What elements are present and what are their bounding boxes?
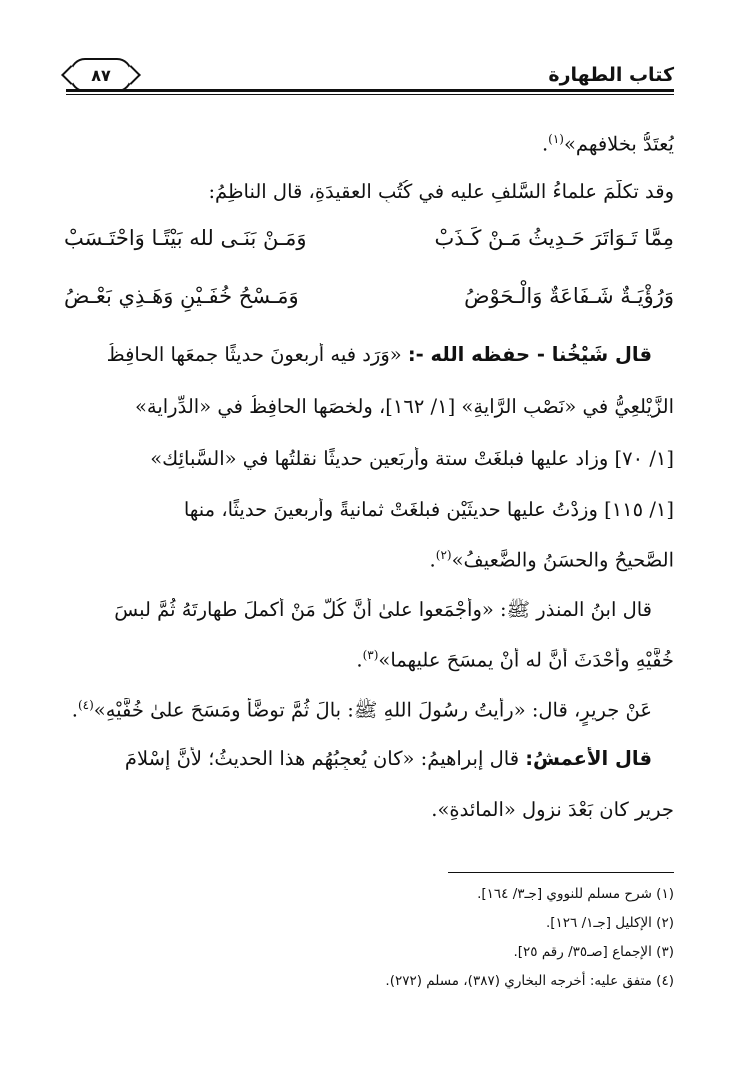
page-header: [66, 58, 674, 94]
verse-2-left-hemistich: وَمَـسْحُ خُفَـيْنِ وَهَـذِي بَعْـضُ: [64, 284, 299, 308]
verse-2-right-hemistich: وَرُؤْيَـةٌ شَـفَاعَةٌ وَالْـحَوْضُ: [464, 284, 674, 308]
para1-line-5-text: الصَّحيحُ والحسَنُ والضَّعيفُ»: [451, 548, 674, 572]
footnote-ref-1: (١): [548, 132, 564, 146]
para3-text: عَنْ جريرٍ، قال: «رأيتُ رسُولَ اللهِ ﷺ: بالَ ثُمَّ توضَّأ ومَسَحَ علىٰ خُفَّيْهِ»: [93, 698, 652, 722]
para3-line-1: عَنْ جريرٍ، قال: «رأيتُ رسُولَ اللهِ ﷺ: بالَ ثُمَّ توضَّأ ومَسَحَ علىٰ خُفَّيْهِ»$^{(٤)}$.: [71, 698, 652, 722]
para1-label: قال شَيْخُنا - حفظه الله -:: [407, 343, 652, 366]
para2-line-2-text: خُفَّيْهِ وأَحْدَثَ أنَّ له أنْ يمسَحَ عليهما»: [378, 648, 674, 672]
book-title: كتاب الطهارة: [548, 64, 674, 86]
para1-line-2: الزَّيْلعِيُّ في «نَصْبِ الرَّايةِ» [١/ ١٦٢]، ولخصَها الحافِظُ في «الدِّراية»: [134, 395, 674, 418]
para4-line-1-text: قال إبراهيمُ: «كان يُعجِبُهُم هذا الحديثُ؛ لأَنَّ إسْلامَ: [124, 747, 520, 770]
para4-line-2: جريرٍ كان بَعْدَ نزولِ «المائدةِ».: [431, 798, 674, 821]
footnote-3: (٣) الإجماع [صـ٣٥/ رقم ٢٥].: [513, 944, 674, 960]
para4-label: قال الأعمشُ:: [525, 747, 652, 770]
poem-verse-1: [64, 226, 674, 266]
poem-verse-2: [64, 284, 674, 324]
header-rule-thin: [66, 94, 674, 95]
footnote-1: (١) شرح مسلم للنووي [جـ٣/ ١٦٤].: [477, 886, 674, 902]
para4-line-1: [64, 747, 674, 770]
footnote-ref-4: (٤): [77, 698, 94, 712]
para2-line-1: قال ابنُ المنذر ﷺ: «وأجْمَعوا علىٰ أنَّ كُلَّ مَنْ أكملَ طهارتَهُ ثُمَّ لبسَ: [114, 598, 652, 621]
footnote-2: (٢) الإكليل [جـ١/ ١٢٦].: [545, 915, 674, 931]
para2-line-2: خُفَّيْهِ وأَحْدَثَ أنَّ له أنْ يمسَحَ عليهما»$^{(٣)}$.: [356, 648, 674, 672]
verse-1-right-hemistich: مِمَّا تَـوَاتَرَ حَـدِيثُ مَـنْ كَـذَبْ: [434, 226, 674, 250]
text-line-1-content: يُعتَدُّ بخلافهم»: [563, 132, 674, 156]
header-rule: [66, 89, 674, 92]
para1-line-4: [١/ ١١٥] وزِدْتُ عليها حديثَيْنِ فبلغَتْ ثمانيةً وأربعينَ حديثًا، منها: [183, 498, 674, 521]
footnotes: [64, 880, 674, 996]
para1-line-3: [١/ ٧٠] وزاد عليها فبلغَتْ ستة وأربَعين حديثًا نقلتُها في «السَّبائِك»: [150, 447, 674, 470]
para1-line-1: [64, 343, 674, 366]
footnote-4: (٤) متفق عليه: أخرجه البخاري (٣٨٧)، مسلم (٢٧٢).: [385, 973, 674, 989]
text-line-2: وقد تكلَّمَ علماءُ السَّلفِ عليه في كُتُبِ العقيدَةِ، قال الناظِمُ:: [208, 180, 674, 203]
footnote-ref-2: (٢): [435, 548, 452, 562]
verse-1-left-hemistich: وَمَـنْ بَنَـى لله بَيْتًـا وَاحْتَـسَبْ: [64, 226, 307, 250]
page-number-badge: ٨٧: [70, 58, 132, 92]
para1-line-1-text: «وَرَد فيه أربعونَ حديثًا جمعَها الحافِظُ: [106, 343, 402, 366]
para1-line-5: الصَّحيحُ والحسَنُ والضَّعيفُ»$^{(٢)}$.: [429, 548, 674, 572]
text-line-1: يُعتَدُّ بخلافهم»$^{(١)}$.: [541, 132, 674, 156]
footnote-ref-3: (٣): [362, 648, 379, 662]
footnote-rule: [448, 872, 674, 873]
